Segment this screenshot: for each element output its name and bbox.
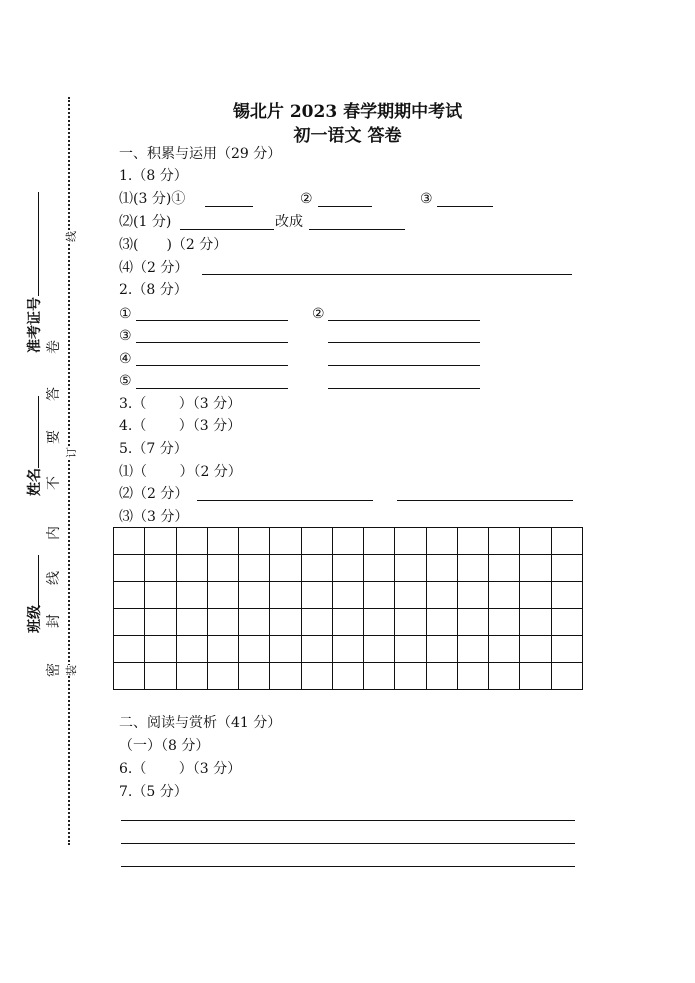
q1-label: 1.（8 分） [119,168,188,184]
grid-cell[interactable] [426,528,457,555]
grid-cell[interactable] [207,528,238,555]
grid-cell[interactable] [114,555,145,582]
q7-answer-line[interactable] [121,820,575,821]
grid-cell[interactable] [270,555,301,582]
q2-4-label: ④ [119,351,132,367]
grid-cell[interactable] [395,663,426,690]
grid-cell[interactable] [145,555,176,582]
q1-1-blank-b[interactable] [318,206,372,207]
grid-cell[interactable] [426,555,457,582]
q2-5-label: ⑤ [119,373,132,389]
grid-cell[interactable] [301,555,332,582]
q2-4-blank-a[interactable] [136,365,288,366]
q5-2-blank-b[interactable] [397,500,573,501]
grid-cell[interactable] [270,609,301,636]
grid-cell[interactable] [176,636,207,663]
grid-cell[interactable] [301,609,332,636]
q5-1-label: ⑴（ ）（2 分） [119,464,242,480]
grid-cell[interactable] [332,663,363,690]
exam-subtitle: 初一语文 答卷 [293,126,402,146]
q2-1-blank[interactable] [136,320,288,321]
grid-cell[interactable] [489,528,520,555]
dotted-line-mark: 订 [65,447,78,458]
grid-cell[interactable] [520,582,551,609]
grid-cell[interactable] [145,609,176,636]
grid-row [114,663,583,690]
grid-cell[interactable] [457,555,488,582]
grid-cell[interactable] [364,609,395,636]
q2-1-label: ① [119,306,132,322]
grid-cell[interactable] [426,609,457,636]
grid-cell[interactable] [207,663,238,690]
grid-cell[interactable] [364,663,395,690]
q1-1-label: ⑴(3 分)① [119,191,186,207]
grid-cell[interactable] [426,663,457,690]
grid-cell[interactable] [395,582,426,609]
section2-sub1: （一）（8 分） [119,738,210,754]
grid-cell[interactable] [551,582,582,609]
q2-4-blank-b[interactable] [328,365,480,366]
seal-word: 答 [46,387,62,401]
grid-cell[interactable] [520,609,551,636]
section1-heading: 一、积累与运用（29 分） [119,146,282,162]
grid-cell[interactable] [239,528,270,555]
grid-cell[interactable] [270,663,301,690]
q1-2-label: ⑵(1 分) [119,214,172,230]
grid-cell[interactable] [301,528,332,555]
grid-cell[interactable] [489,609,520,636]
grid-cell[interactable] [301,582,332,609]
seal-word: 封 [46,614,62,628]
q6-label: 6.（ ）（3 分） [119,761,242,777]
grid-cell[interactable] [145,636,176,663]
grid-cell[interactable] [332,636,363,663]
q2-3-blank-b[interactable] [328,342,480,343]
grid-cell[interactable] [239,582,270,609]
grid-cell[interactable] [207,636,238,663]
grid-cell[interactable] [332,528,363,555]
q7-label: 7.（5 分） [119,784,188,800]
grid-cell[interactable] [551,528,582,555]
q1-2-blank-b[interactable] [309,229,405,230]
dotted-line-mark: 装 [65,665,78,676]
q2-3-label: ③ [119,328,132,344]
dotted-line-mark: 线 [65,231,78,242]
grid-cell[interactable] [270,582,301,609]
q2-2-label: ② [312,306,325,322]
grid-cell[interactable] [239,609,270,636]
grid-cell[interactable] [176,663,207,690]
grid-cell[interactable] [364,528,395,555]
grid-row [114,636,583,663]
grid-cell[interactable] [176,528,207,555]
grid-cell[interactable] [145,663,176,690]
grid-cell[interactable] [301,663,332,690]
seal-word: 内 [46,526,62,540]
grid-cell[interactable] [551,609,582,636]
section2-heading: 二、阅读与赏析（41 分） [119,715,282,731]
seal-word: 密 [46,663,62,677]
q1-2-blank-a[interactable] [180,229,274,230]
grid-row [114,609,583,636]
exam-id-label: 准考证号 [27,297,43,353]
exam-id-field[interactable] [38,192,39,296]
grid-cell[interactable] [551,636,582,663]
grid-cell[interactable] [145,528,176,555]
grid-cell[interactable] [489,555,520,582]
grid-cell[interactable] [239,636,270,663]
grid-cell[interactable] [520,528,551,555]
q5-3-label: ⑶（3 分） [119,509,189,525]
grid-cell[interactable] [520,555,551,582]
seal-word: 卷 [46,340,62,354]
class-label: 班级 [27,605,43,633]
grid-cell[interactable] [207,555,238,582]
name-label: 姓名 [27,468,43,496]
grid-cell[interactable] [114,528,145,555]
grid-cell[interactable] [551,555,582,582]
grid-cell[interactable] [145,582,176,609]
grid-cell[interactable] [364,555,395,582]
q7-answer-line[interactable] [121,866,575,867]
grid-cell[interactable] [520,636,551,663]
grid-cell[interactable] [114,663,145,690]
grid-cell[interactable] [239,663,270,690]
grid-cell[interactable] [457,636,488,663]
writing-grid[interactable] [113,527,583,690]
q1-1-blank-a[interactable] [205,206,253,207]
grid-cell[interactable] [176,609,207,636]
grid-cell[interactable] [489,636,520,663]
grid-cell[interactable] [426,582,457,609]
grid-cell[interactable] [301,636,332,663]
grid-cell[interactable] [395,636,426,663]
grid-cell[interactable] [270,528,301,555]
seal-word: 线 [46,571,62,585]
q2-2-blank[interactable] [328,320,480,321]
grid-cell[interactable] [114,636,145,663]
grid-cell[interactable] [176,555,207,582]
grid-cell[interactable] [457,528,488,555]
exam-title: 锡北片 2023 春学期期中考试 [232,102,463,122]
q1-4-blank[interactable] [202,274,572,275]
grid-cell[interactable] [364,582,395,609]
q1-3-label: ⑶( )（2 分） [119,237,228,253]
grid-cell[interactable] [270,636,301,663]
grid-cell[interactable] [457,663,488,690]
q3-label: 3.（ ）（3 分） [119,396,242,412]
q2-label: 2.（8 分） [119,282,188,298]
seal-word: 不 [46,476,62,490]
q2-5-blank-a[interactable] [136,388,288,389]
grid-cell[interactable] [114,609,145,636]
q1-1-blank-c[interactable] [437,206,493,207]
grid-cell[interactable] [551,663,582,690]
grid-cell[interactable] [332,582,363,609]
grid-cell[interactable] [239,555,270,582]
name-field[interactable] [38,396,39,468]
q2-5-blank-b[interactable] [328,388,480,389]
seal-word: 要 [46,430,62,444]
grid-row [114,528,583,555]
class-field[interactable] [38,555,39,607]
q7-answer-line[interactable] [121,843,575,844]
grid-cell[interactable] [395,609,426,636]
grid-cell[interactable] [457,582,488,609]
q2-3-blank-a[interactable] [136,342,288,343]
grid-cell[interactable] [114,582,145,609]
grid-cell[interactable] [426,636,457,663]
grid-cell[interactable] [207,582,238,609]
grid-cell[interactable] [207,609,238,636]
grid-cell[interactable] [332,555,363,582]
grid-cell[interactable] [176,582,207,609]
seal-dotted-line [68,97,70,845]
grid-cell[interactable] [395,555,426,582]
grid-cell[interactable] [520,663,551,690]
grid-row [114,582,583,609]
q1-4-label: ⑷（2 分） [119,260,189,276]
q1-1-b-label: ② [300,191,313,207]
grid-cell[interactable] [489,663,520,690]
q5-2-blank-a[interactable] [197,500,373,501]
grid-cell[interactable] [489,582,520,609]
q4-label: 4.（ ）（3 分） [119,418,242,434]
q5-label: 5.（7 分） [119,441,188,457]
grid-cell[interactable] [457,609,488,636]
grid-cell[interactable] [332,609,363,636]
q1-1-c-label: ③ [420,191,433,207]
grid-row [114,555,583,582]
q1-2-mid: 改成 [275,214,303,230]
q5-2-label: ⑵（2 分） [119,486,189,502]
grid-cell[interactable] [364,636,395,663]
grid-cell[interactable] [395,528,426,555]
